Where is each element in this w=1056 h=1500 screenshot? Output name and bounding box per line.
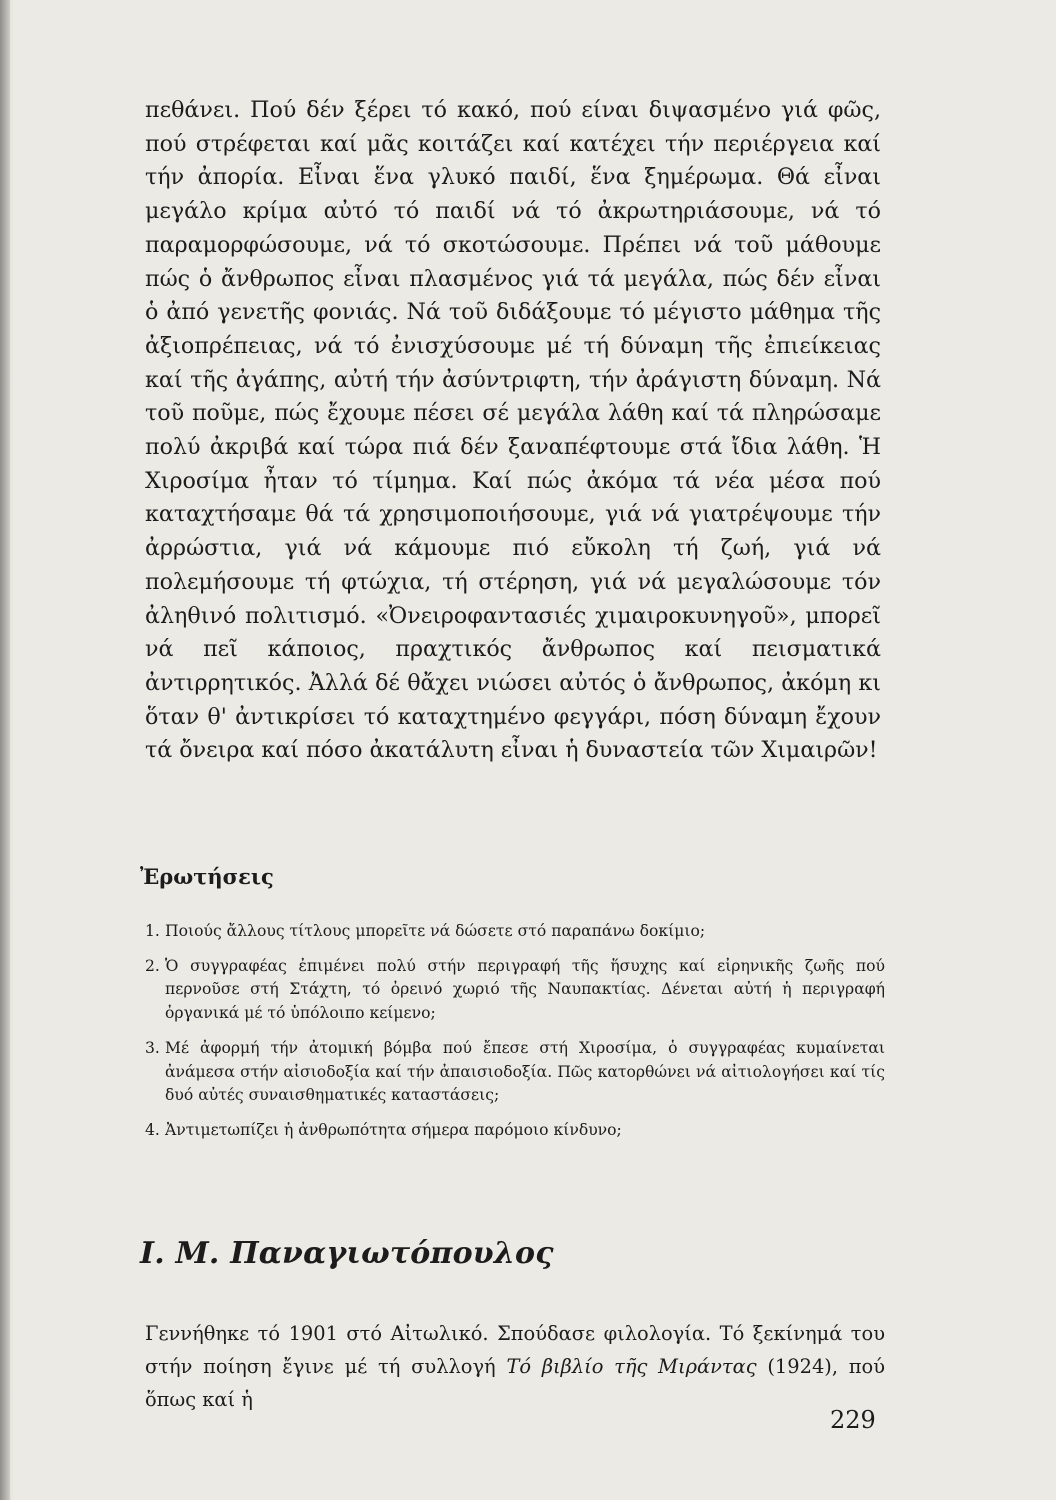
question-text: Μέ ἀφορμή τήν ἀτομική βόμβα πού ἔπεσε στή Χιροσίμα, ὁ συγγραφέας κυμαίνεται ἀνάμεσα στήν αἰσιοδοξία καί τήν ἀπαισιοδοξία. Πῶς κατορθώνει νά αἰτιολογήσει καί τίς δυό αὐτές συναισθηματικές καταστάσεις;	[165, 1038, 885, 1105]
question-text: Ἀντιμετωπίζει ἡ ἀνθρωπότητα σήμερα παρόμοιο κίνδυνο;	[165, 1120, 622, 1139]
book-spine-shadow	[0, 0, 10, 1500]
question-number: 3.	[145, 1038, 160, 1057]
author-heading: Ι. Μ. Παναγιωτόπουλος	[140, 1236, 554, 1271]
question-item	[145, 955, 885, 1026]
bio-book-title: Τό βιβλίο τῆς Μιράντας	[506, 1355, 757, 1378]
question-number: 4.	[145, 1120, 160, 1139]
question-item	[145, 920, 885, 944]
author-bio	[145, 1317, 885, 1416]
question-text: Ὁ συγγραφέας ἐπιμένει πολύ στήν περιγραφή τῆς ἥσυχης καί εἰρηνικῆς ζωῆς πού περνοῦσε στή Στάχτη, τό ὀρεινό χωριό τῆς Ναυπακτίας. Δένεται αὐτή ἡ περιγραφή ὀργανικά μέ τό ὑπόλοιπο κείμενο;	[165, 956, 885, 1023]
question-number: 1.	[145, 922, 160, 940]
page-number: 229	[830, 1406, 876, 1434]
question-item	[145, 1119, 885, 1143]
question-number: 2.	[145, 956, 160, 975]
bio-text-end: (1924), πού ὅπως καί ἡ	[145, 1355, 885, 1411]
essay-paragraph: πεθάνει. Πού δέν ξέρει τό κακό, πού είναι διψασμένο γιά φῶς, πού στρέφεται καί μᾶς κοιτάζει καί κατέχει τήν περιέργεια καί τήν ἀπορία. Εἶναι ἕνα γλυκό παιδί, ἕνα ξημέρωμα. Θά εἶναι μεγάλο κρίμα αὐτό τό παιδί νά τό ἀκρωτηριάσουμε, νά τό παραμορφώσουμε, νά τό σκοτώσουμε. Πρέπει νά τοῦ μάθουμε πώς ὁ ἄνθρωπος εἶναι πλασμένος γιά τά μεγάλα, πώς δέν εἶναι ὁ ἀπό γενετῆς φονιάς. Νά τοῦ διδάξουμε τό μέγιστο μάθημα τῆς ἀξιοπρέπειας, νά τό ἐνισχύσουμε μέ τή δύναμη τῆς ἐπιείκειας καί τῆς ἀγάπης, αὐτή τήν ἀσύντριφτη, τήν ἀράγιστη δύναμη. Νά τοῦ ποῦμε, πώς ἔχουμε πέσει σέ μεγάλα λάθη καί τά πληρώσαμε πολύ ἀκριβά καί τώρα πιά δέν ξαναπέφτουμε στά ἴδια λάθη. Ἡ Χιροσίμα ἦταν τό τίμημα. Καί πώς ἀκόμα τά νέα μέσα πού καταχτήσαμε θά τά χρησιμοποιήσουμε, γιά νά γιατρέψουμε τήν ἀρρώστια, γιά νά κάμουμε πιό εὔκολη τή ζωή, γιά νά πολεμήσουμε τή φτώχια, τή στέρηση, γιά νά μεγαλώσουμε τόν ἀληθινό πολιτισμό. «Ὀνειροφαντασιές χιμαιροκυνηγοῦ», μπορεῖ νά πεῖ κάποιος, πραχτικός ἄνθρωπος καί πεισματικά ἀντιρρητικός. Ἀλλά δέ θἄχει νιώσει αὐτός ὁ ἄνθρωπος, ἀκόμη κι ὅταν θ' ἀντικρίσει τό καταχτημένο φεγγάρι, πόση δύναμη ἔχουν τά ὄνειρα καί πόσο ἀκατάλυτη εἶναι ἡ δυναστεία τῶν Χιμαιρῶν!	[145, 97, 881, 764]
questions-list	[145, 920, 885, 1154]
bio-text-start: Γεννήθηκε τό 1901 στό Αἰτωλικό. Σπούδασε φιλολογία. Τό ξεκίνημά του στήν ποίηση ἔγινε μέ τή συλλογή	[145, 1322, 885, 1378]
question-text: Ποιούς ἄλλους τίτλους μπορεῖτε νά δώσετε στό παραπάνω δοκίμιο;	[165, 922, 706, 940]
questions-heading: Ἐρωτήσεις	[140, 864, 274, 889]
question-item	[145, 1037, 885, 1108]
